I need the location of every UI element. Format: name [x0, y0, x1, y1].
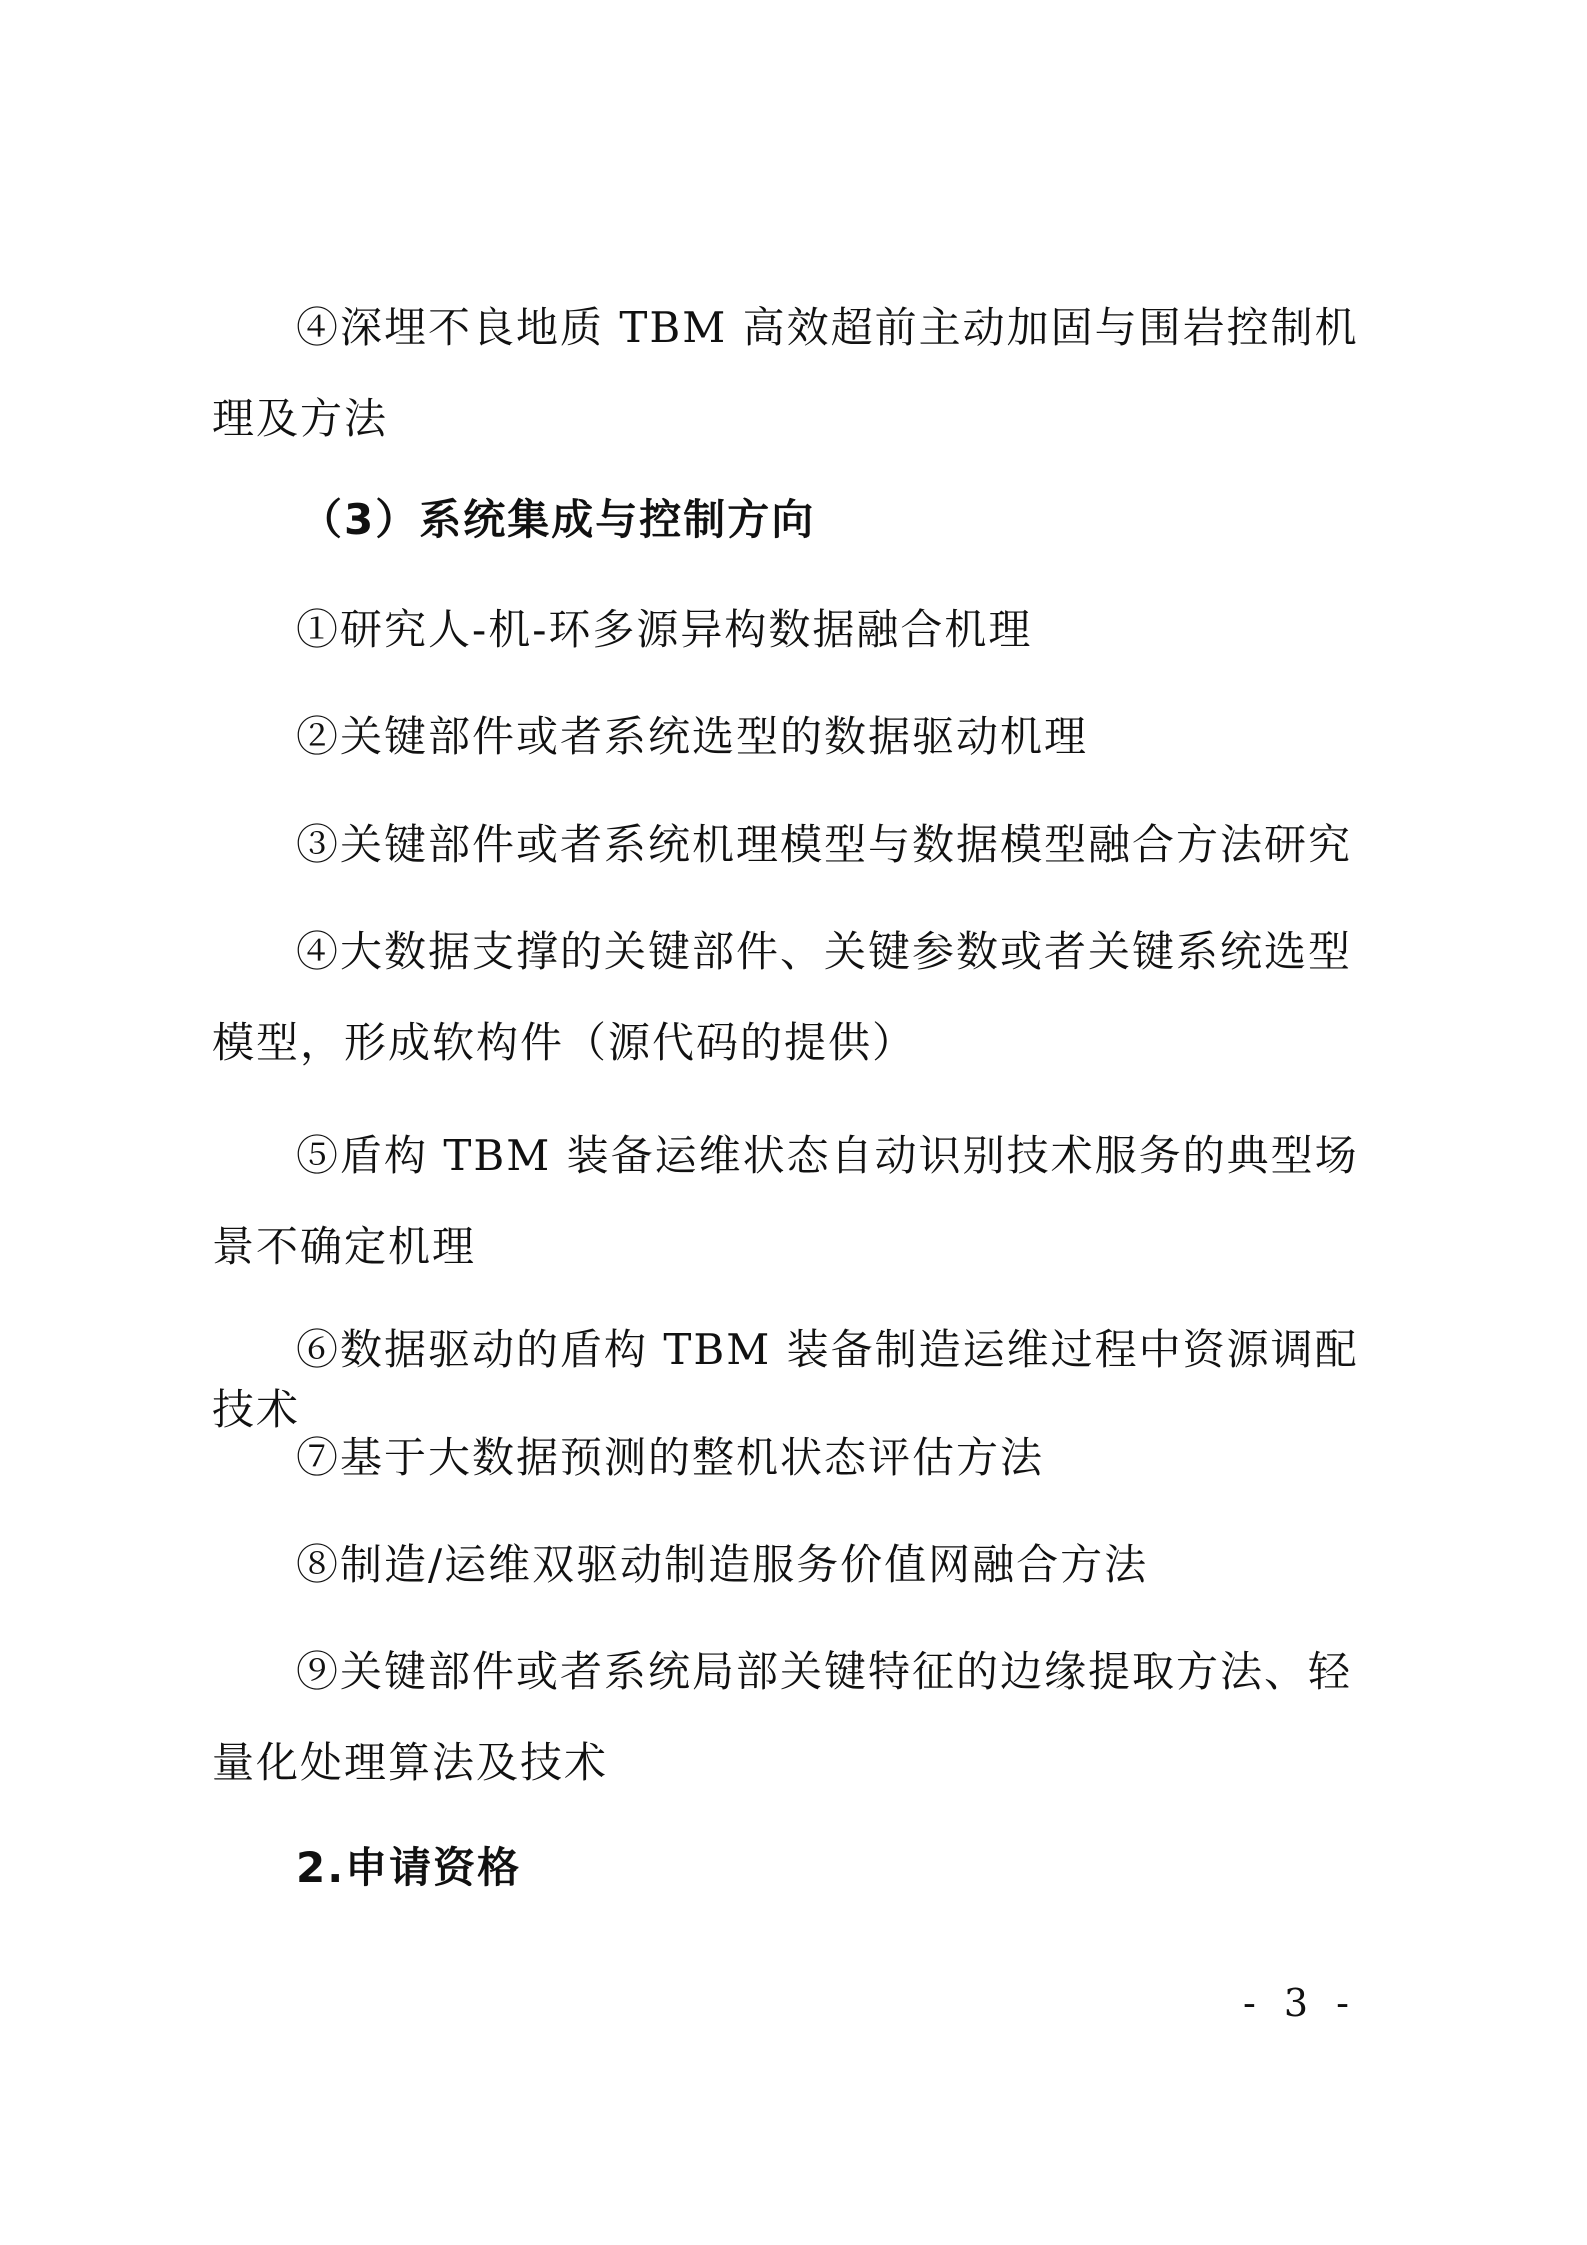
list-item-5: ⑤盾构 TBM 装备运维状态自动识别技术服务的典型场景不确定机理: [212, 1131, 1359, 1271]
section-heading-qualification: 2.申请资格: [296, 1843, 522, 1892]
list-item-1: ①研究人-机-环多源异构数据融合机理: [296, 605, 1033, 654]
list-item-9: ⑨关键部件或者系统局部关键特征的边缘提取方法、轻量化处理算法及技术: [212, 1647, 1353, 1787]
list-item-8: ⑧制造/运维双驱动制造服务价值网融合方法: [296, 1540, 1149, 1589]
list-item-7: ⑦基于大数据预测的整机状态评估方法: [296, 1433, 1045, 1482]
list-item-4: ④大数据支撑的关键部件、关键参数或者关键系统选型模型，形成软构件（源代码的提供）: [212, 927, 1353, 1067]
section-heading-system-integration: （3）系统集成与控制方向: [300, 495, 816, 544]
list-item-2: ②关键部件或者系统选型的数据驱动机理: [296, 712, 1089, 761]
paragraph-item-4-reinforcement: ④深埋不良地质 TBM 高效超前主动加固与围岩控制机理及方法: [212, 303, 1359, 443]
list-item-3: ③关键部件或者系统机理模型与数据模型融合方法研究: [296, 820, 1353, 869]
list-item-6: ⑥数据驱动的盾构 TBM 装备制造运维过程中资源调配技术: [212, 1325, 1359, 1434]
page-number: - 3 -: [1242, 1981, 1357, 2025]
